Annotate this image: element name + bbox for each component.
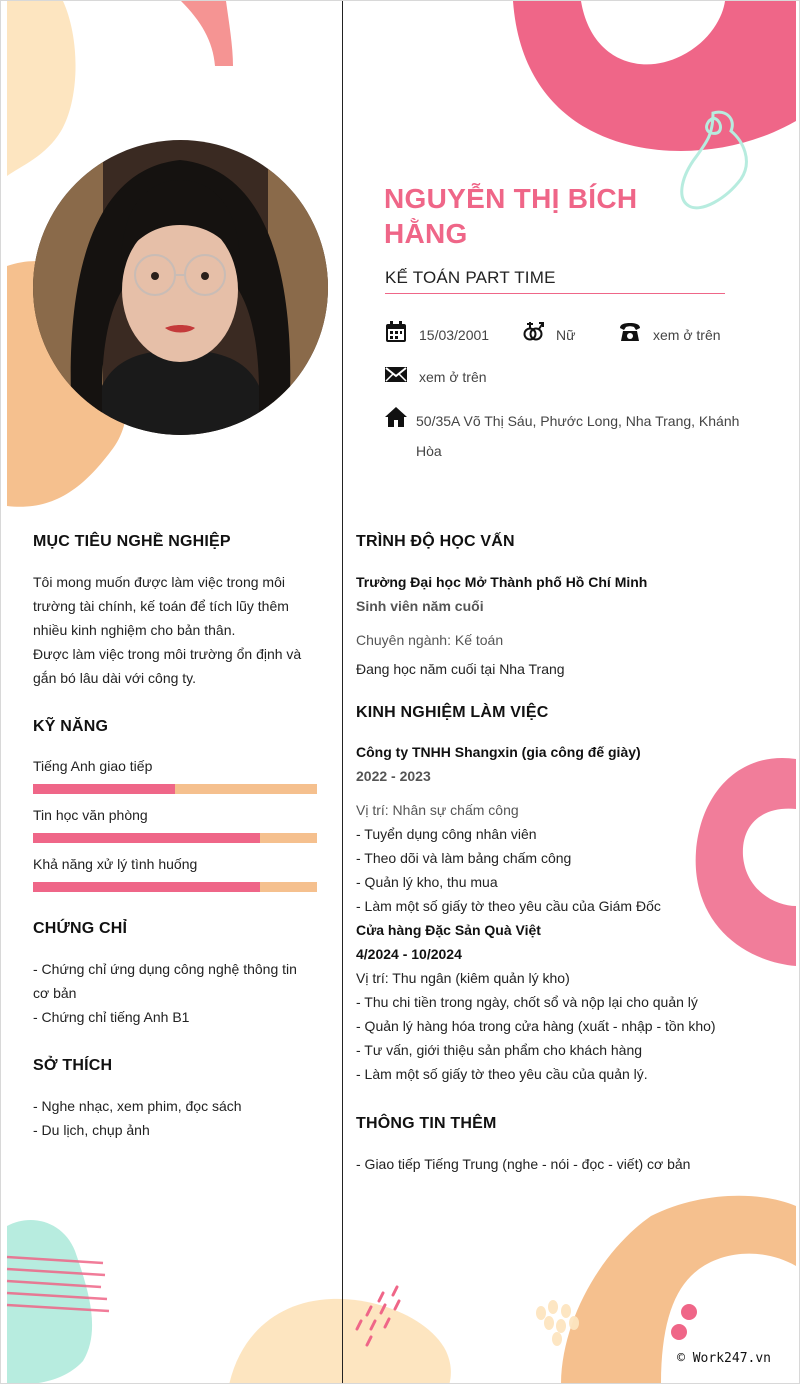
job-title-underline [385, 293, 725, 294]
objective-title: MỤC TIÊU NGHỀ NGHIỆP [33, 533, 231, 550]
watermark-footer: © Work247.vn [677, 1351, 771, 1366]
objective-line: Được làm việc trong môi trường ổn định và [33, 646, 302, 662]
job-task: - Làm một số giấy tờ theo yêu cầu của Giám Đốc [356, 898, 661, 914]
column-divider [342, 1, 343, 1384]
certificates-title: CHỨNG CHỈ [33, 920, 128, 937]
birthday-value: 15/03/2001 [419, 327, 490, 343]
objective-line: nhiều kinh nghiệm cho bản thân. [33, 622, 236, 638]
calendar-icon [385, 321, 407, 343]
job-company: Công ty TNHH Shangxin (gia công đế giày) [356, 744, 641, 760]
education-note: Đang học năm cuối tại Nha Trang [356, 661, 565, 677]
objective-line: gắn bó lâu dài với công ty. [33, 670, 197, 686]
experience-title: KINH NGHIỆM LÀM VIỆC [356, 704, 549, 721]
full-name: NGUYỄN THỊ BÍCH HẰNG [384, 183, 638, 249]
extra-line: - Giao tiếp Tiếng Trung (nghe - nói - đọc - viết) cơ bản [356, 1156, 691, 1172]
deco-mint-blob-bottom-left [7, 1220, 92, 1384]
objective-text [33, 570, 333, 690]
skill-bar-fill [33, 882, 260, 892]
mail-icon [385, 363, 407, 385]
skill-bar [33, 833, 317, 843]
skills-title: KỸ NĂNG [33, 718, 109, 735]
deco-pink-dot-1 [681, 1304, 697, 1320]
deco-salmon-stroke-top [181, 1, 233, 66]
job-company: Cửa hàng Đặc Sản Quà Việt [356, 922, 541, 938]
gender-value: Nữ [556, 327, 576, 343]
birthday-row [385, 321, 489, 349]
objective-line: Tôi mong muốn được làm việc trong môi [33, 574, 285, 590]
education-major: Chuyên ngành: Kế toán [356, 632, 504, 648]
skill-bar [33, 882, 317, 892]
job-position: Vị trí: Nhân sự chấm công [356, 802, 519, 818]
objective-line: trường tài chính, kế toán để tích lũy thêm [33, 598, 289, 614]
profile-photo [33, 140, 328, 435]
skill-label: Tin học văn phòng [33, 807, 148, 823]
skill-bar-fill [33, 833, 260, 843]
certificate-line: - Chứng chỉ tiếng Anh B1 [33, 1009, 190, 1025]
address-value: 50/35A Võ Thị Sáu, Phước Long, Nha Trang, Khánh Hòa [416, 413, 740, 459]
job-task: - Tư vấn, giới thiệu sản phẩm cho khách hàng [356, 1042, 643, 1058]
extra-title: THÔNG TIN THÊM [356, 1115, 497, 1132]
gender-row [522, 321, 575, 349]
home-icon [385, 406, 407, 428]
skill-label: Khả năng xử lý tình huống [33, 856, 198, 872]
job-task: - Làm một số giấy tờ theo yêu cầu của quản lý. [356, 1066, 648, 1082]
skill-bar [33, 784, 317, 794]
job-period: 2022 - 2023 [356, 768, 431, 784]
address-row [385, 406, 765, 466]
school-name: Trường Đại học Mở Thành phố Hồ Chí Minh [356, 574, 648, 590]
phone-row [619, 321, 721, 349]
deco-cream-blob-bottom [229, 1299, 451, 1384]
deco-pink-ring-top-right [513, 1, 796, 151]
job-period: 4/2024 - 10/2024 [356, 946, 462, 962]
hobby-line: - Du lịch, chụp ảnh [33, 1122, 150, 1138]
gender-icon [522, 321, 544, 343]
email-value: xem ở trên [419, 369, 487, 385]
skill-label: Tiếng Anh giao tiếp [33, 758, 153, 774]
certificates-list [33, 957, 333, 1029]
job-task: - Quản lý kho, thu mua [356, 874, 498, 890]
deco-cream-blob-top-left [7, 1, 76, 176]
skill-bar-fill [33, 784, 175, 794]
job-task: - Quản lý hàng hóa trong cửa hàng (xuất - nhập - tồn kho) [356, 1018, 716, 1034]
education-status: Sinh viên năm cuối [356, 598, 484, 614]
job-title: KẾ TOÁN PART TIME [385, 268, 556, 287]
email-row [385, 363, 487, 391]
phone-icon [619, 321, 641, 343]
certificate-line: cơ bản [33, 985, 77, 1001]
hobby-line: - Nghe nhạc, xem phim, đọc sách [33, 1098, 242, 1114]
phone-value: xem ở trên [653, 327, 721, 343]
hobbies-title: SỞ THÍCH [33, 1057, 113, 1074]
job-task: - Tuyển dụng công nhân viên [356, 826, 537, 842]
job-task: - Theo dõi và làm bảng chấm công [356, 850, 572, 866]
extra-list [356, 1152, 776, 1176]
education-block [356, 570, 776, 681]
education-title: TRÌNH ĐỘ HỌC VẤN [356, 533, 515, 550]
deco-pink-dot-2 [671, 1324, 687, 1340]
hobbies-list [33, 1094, 333, 1142]
job-position: Vị trí: Thu ngân (kiêm quản lý kho) [356, 970, 570, 986]
job-task: - Thu chi tiền trong ngày, chốt sổ và nộp lại cho quản lý [356, 994, 698, 1010]
certificate-line: - Chứng chỉ ứng dụng công nghệ thông tin [33, 961, 297, 977]
experience-block [356, 740, 781, 1086]
